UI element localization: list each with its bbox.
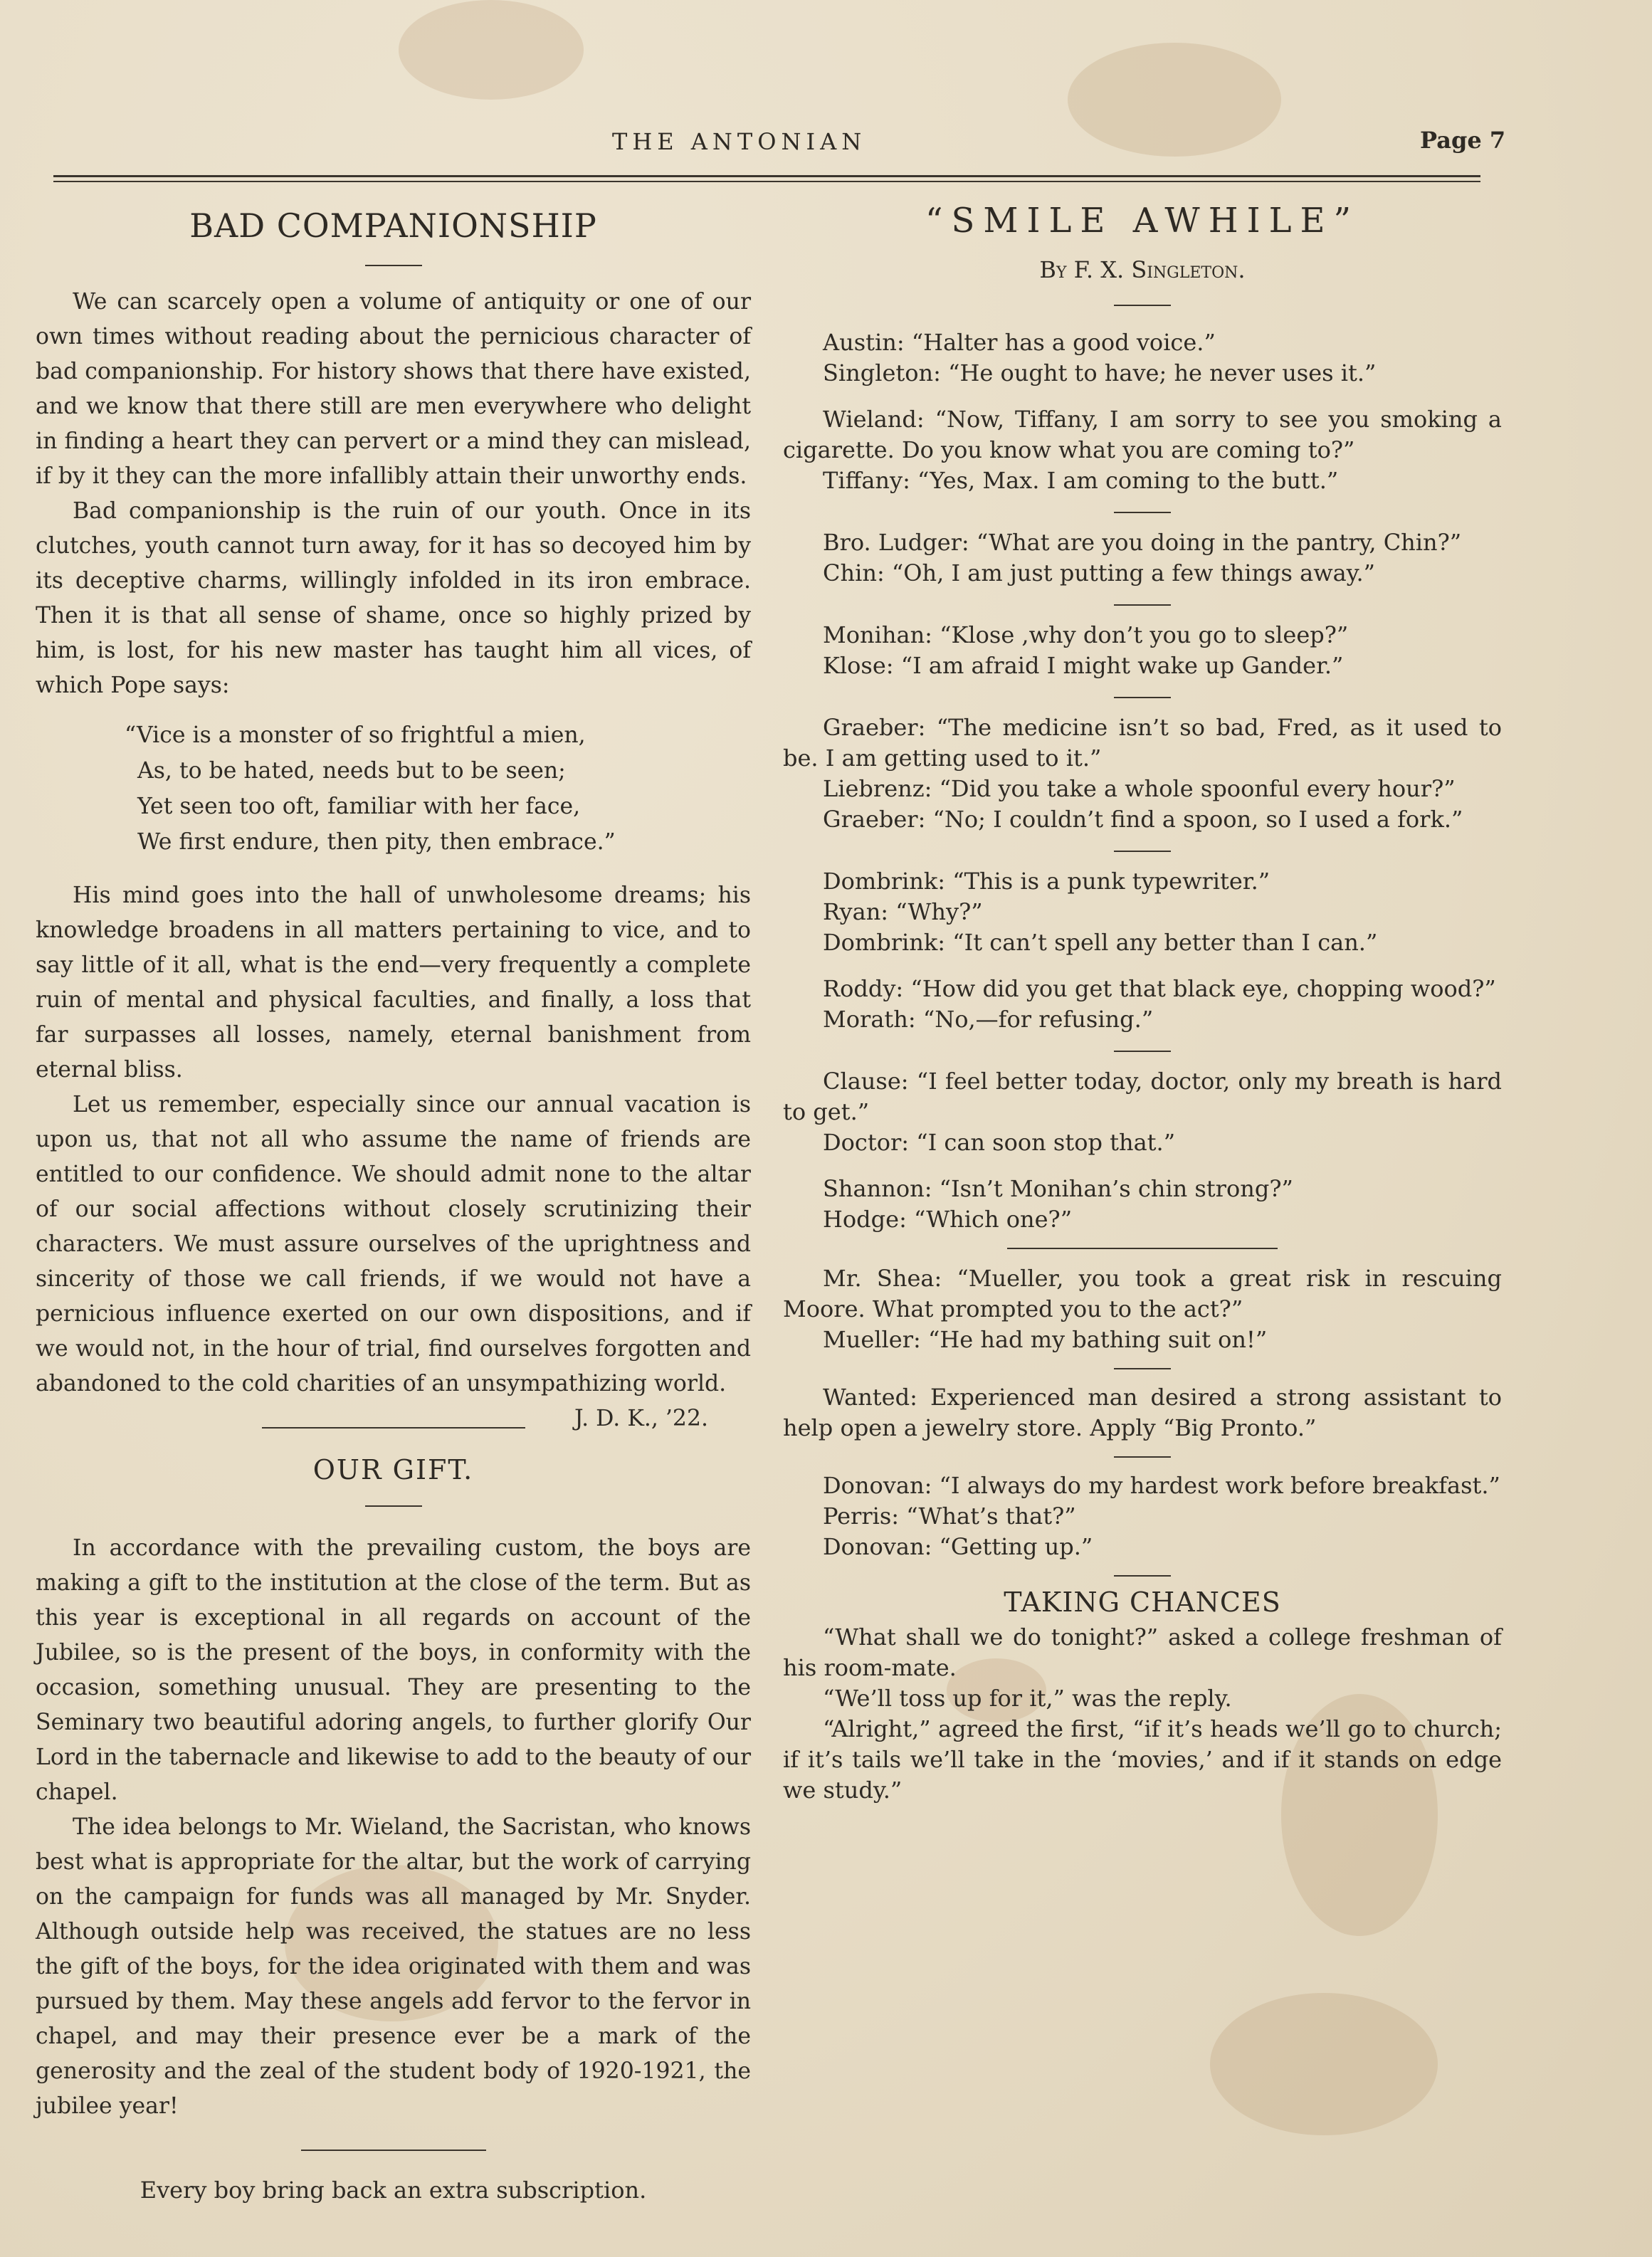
dialogue-line: Wieland: “Now, Tiffany, I am sorry to see you smoking a cigarette. Do you know what you are coming to?” <box>783 406 1502 463</box>
dialogue-line: Perris: “What’s that?” <box>823 1503 1076 1530</box>
dialogue-line: Ryan: “Why?” <box>823 898 983 925</box>
spacer <box>783 1158 1502 1174</box>
article-title: OUR GIFT. <box>312 1454 474 1485</box>
dialogue-line: Wanted: Experienced man desired a strong assistant to help open a jewelry store. Apply “Big Pronto.” <box>783 1384 1502 1441</box>
paragraph <box>36 1088 751 1431</box>
divider <box>365 265 422 266</box>
water-stain <box>1210 1993 1438 2135</box>
verse-line: As, to be hated, needs but to be seen; <box>137 758 566 784</box>
divider <box>1114 1456 1171 1458</box>
divider <box>1114 1051 1171 1052</box>
dialogue-line: Bro. Ludger: “What are you doing in the pantry, Chin?” <box>823 529 1462 556</box>
paragraph: “Alright,” agreed the first, “if it’s heads we’ll go to church; if it’s tails we’ll take in the ‘movies,’ and if it stands on edge we study.” <box>783 1715 1502 1804</box>
verse-line: We first endure, then pity, then embrace.” <box>137 829 616 855</box>
paragraph: “What shall we do tonight?” asked a college freshman of his room-mate. <box>783 1624 1502 1681</box>
taking-chances-section <box>783 1587 1502 1806</box>
paragraph: We can scarcely open a volume of antiquity or one of our own times without reading about the pernicious character of bad companionship. For history shows that there have existed, and we know that there still are men everywhere who delight in finding a heart they can pervert or a mind they can mislead, if by it they can the more infallibly attain their unworthy ends. <box>36 289 751 489</box>
section-title: TAKING CHANCES <box>1004 1587 1281 1618</box>
paragraph: Bad companionship is the ruin of our youth. Once in its clutches, youth cannot turn away, for it has so decoyed him by its deceptive charms, willingly infolded in its iron embrace. Then it is that all sense of shame, once so highly prized by him, is lost, for his new master has taught him all vices, of which Pope says: <box>36 498 751 698</box>
dialogue-line: Morath: “No,—for refusing.” <box>823 1006 1154 1033</box>
joke <box>783 974 1502 1035</box>
dialogue-line: Doctor: “I can soon stop that.” <box>823 1129 1176 1156</box>
joke <box>783 1471 1502 1562</box>
paragraph-text: Let us remember, especially since our annual vacation is upon us, that not all who assume the name of friends are entitled to our confidence. We should admit none to the altar of our social affections without closely scrutinizing their characters. We must assure ourselves of the uprightness and sincerity of those we call friends, if we would not have a pernicious influence exerted on our own dispositions, and if we would not, in the hour of trial, find ourselves forgotten and abandoned to the cold charities of an unsympathizing world. <box>36 1092 751 1396</box>
divider <box>1114 305 1171 306</box>
joke <box>783 712 1502 835</box>
dialogue-line: Shannon: “Isn’t Monihan’s chin strong?” <box>823 1175 1293 1202</box>
masthead: THE ANTONIAN <box>612 128 867 155</box>
dialogue-line: Roddy: “How did you get that black eye, chopping wood?” <box>823 975 1496 1002</box>
article-title: “SMILE AWHILE” <box>925 201 1360 241</box>
dialogue-line: Mueller: “He had my bathing suit on!” <box>823 1326 1268 1353</box>
divider <box>1114 512 1171 513</box>
paragraph: His mind goes into the hall of unwholesome dreams; his knowledge broadens in all matters pertaining to vice, and to say little of it all, what is the end—very frequently a complete ruin of mental and physical faculties, and finally, a loss that far surpasses all losses, namely, eternal banishment from eternal bliss. <box>36 883 751 1083</box>
dialogue-line: Monihan: “Klose ,why don’t you go to sleep?” <box>823 621 1349 648</box>
dialogue-line: Chin: “Oh, I am just putting a few things away.” <box>823 559 1376 586</box>
verse-line: Yet seen too oft, familiar with her face, <box>137 794 581 819</box>
divider <box>262 1427 525 1429</box>
joke <box>783 620 1502 681</box>
verse-line: “Vice is a monster of so frightful a mien, <box>125 722 586 748</box>
paragraph: The idea belongs to Mr. Wieland, the Sacristan, who knows best what is appropriate for the altar, but the work of carrying on the campaign for funds was all managed by Mr. Snyder. Although outside help was received, the statues are no less the gift of the boys, for the idea originated with them and was pursued by them. May these angels add fervor to the fervor in chapel, and may their presence ever be a mark of the generosity and the zeal of the student body of 1920-1921, the jubilee year! <box>36 1814 751 2119</box>
water-stain <box>399 0 584 100</box>
divider <box>1114 1368 1171 1369</box>
divider <box>1007 1248 1278 1249</box>
dialogue-line: Donovan: “I always do my hardest work before breakfast.” <box>823 1472 1500 1499</box>
footer-note: Every boy bring back an extra subscription. <box>140 2177 647 2204</box>
spacer <box>783 389 1502 404</box>
divider <box>1114 1575 1171 1577</box>
divider <box>1114 851 1171 852</box>
dialogue-line: Klose: “I am afraid I might wake up Gander.” <box>823 652 1344 679</box>
spacer <box>783 958 1502 974</box>
verse-quote <box>125 717 751 860</box>
paragraph: In accordance with the prevailing custom, the boys are making a gift to the institution at the close of the term. But as this year is exceptional in all regards on account of the Jubilee, so is the present of the boys, in conformity with the occasion, something unusual. They are presenting to the Seminary two beautiful adoring angels, to further glorify Our Lord in the tabernacle and likewise to add to the beauty of our chapel. <box>36 1535 751 1805</box>
dialogue-line: Dombrink: “It can’t spell any better than I can.” <box>823 929 1378 956</box>
water-stain <box>1068 43 1281 157</box>
classified-ad <box>783 1382 1502 1443</box>
divider <box>1114 697 1171 698</box>
page-number: Page 7 <box>1420 127 1506 154</box>
paragraph: “We’ll toss up for it,” was the reply. <box>823 1685 1232 1712</box>
byline <box>783 256 1502 283</box>
dialogue-line: Liebrenz: “Did you take a whole spoonful every hour?” <box>823 775 1456 802</box>
left-column <box>36 192 751 2204</box>
byline-text: By F. X. Singleton. <box>1039 256 1246 283</box>
joke <box>783 404 1502 496</box>
signature: J. D. K., ’22. <box>574 1406 708 1431</box>
dialogue-line: Donovan: “Getting up.” <box>823 1533 1093 1560</box>
joke <box>783 1066 1502 1158</box>
divider <box>365 1505 422 1507</box>
divider <box>1114 604 1171 606</box>
dialogue-line: Graeber: “The medicine isn’t so bad, Fred, as it used to be. I am getting used to it.” <box>783 714 1502 772</box>
dialogue-line: Austin: “Halter has a good voice.” <box>823 329 1216 356</box>
joke <box>783 1174 1502 1235</box>
dialogue-line: Dombrink: “This is a punk typewriter.” <box>823 868 1270 895</box>
divider <box>301 2150 486 2151</box>
dialogue-line: Graeber: “No; I couldn’t find a spoon, so I used a fork.” <box>823 806 1463 833</box>
joke <box>783 866 1502 958</box>
right-column <box>783 192 1502 1806</box>
dialogue-line: Singleton: “He ought to have; he never uses it.” <box>823 359 1377 386</box>
dialogue-line: Hodge: “Which one?” <box>823 1206 1073 1233</box>
header-rule <box>53 181 1480 182</box>
joke <box>783 327 1502 389</box>
dialogue-line: Tiffany: “Yes, Max. I am coming to the butt.” <box>823 467 1339 494</box>
dialogue-line: Mr. Shea: “Mueller, you took a great risk in rescuing Moore. What prompted you to the act?” <box>783 1265 1502 1322</box>
article-title: BAD COMPANIONSHIP <box>189 206 597 245</box>
header-rule <box>53 175 1480 177</box>
dialogue-line: Clause: “I feel better today, doctor, only my breath is hard to get.” <box>783 1068 1502 1125</box>
joke <box>783 527 1502 589</box>
joke <box>783 1263 1502 1355</box>
